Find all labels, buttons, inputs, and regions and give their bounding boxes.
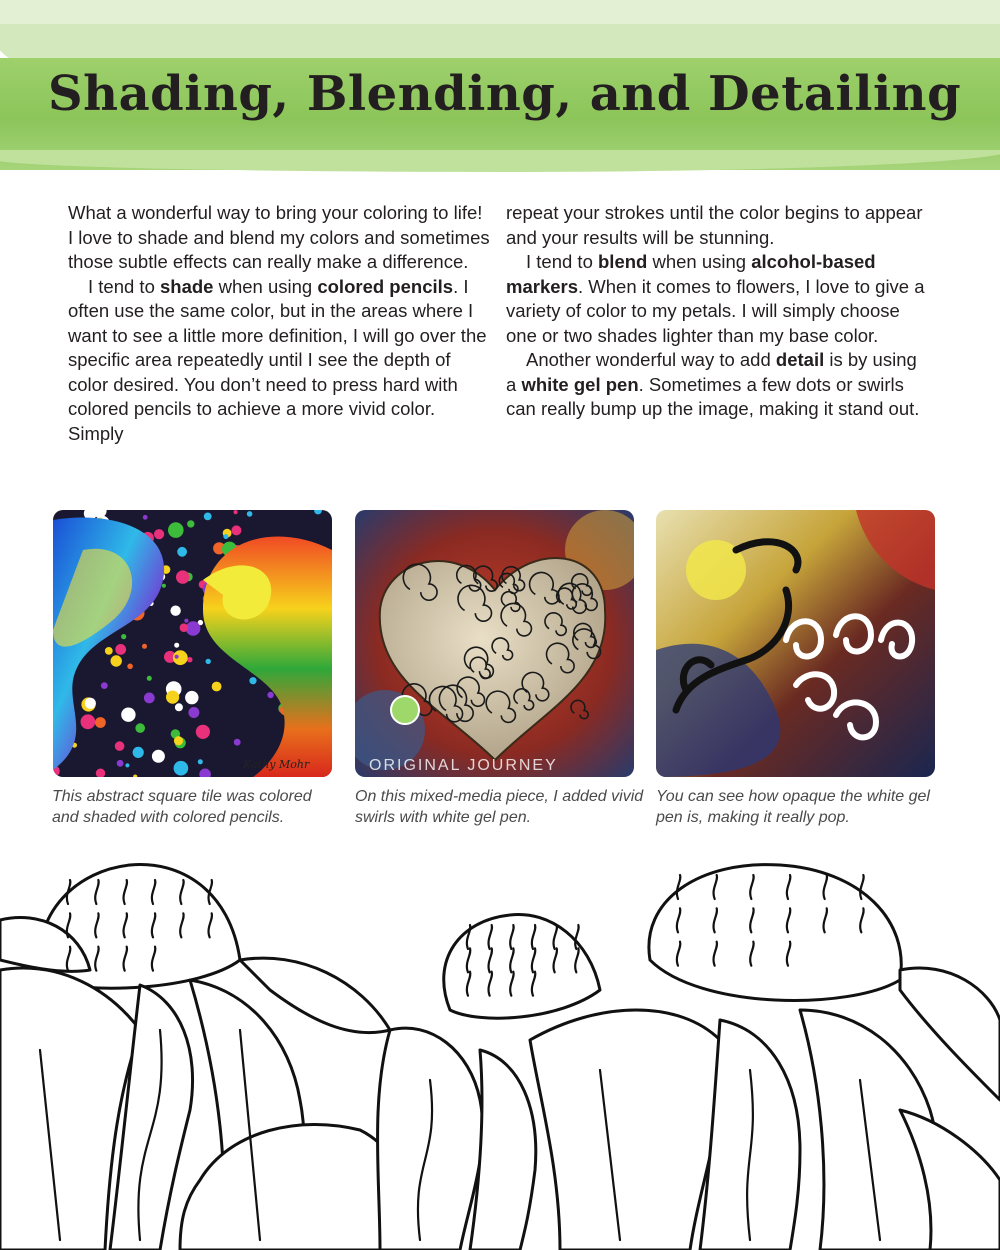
continued-paragraph: repeat your strokes until the color begins to appear and your results will be stunning. [506, 202, 923, 248]
detail-paragraph: Another wonderful way to add detail is by using a white gel pen. Sometimes a few dots or swirls can really bump up the image, making it stand out. [506, 349, 920, 419]
mixed-media-heart-photo [355, 510, 634, 777]
abstract-tile-photo [53, 510, 332, 777]
intro-paragraph: What a wonderful way to bring your coloring to life! I love to shade and blend my colors and sometimes those subtle effects can really make a difference. [68, 202, 490, 272]
coneflower-line-art [0, 850, 1000, 1250]
gel-pen-caption: You can see how opaque the white gel pen is, making it really pop. [656, 788, 930, 826]
abstract-tile-caption: This abstract square tile was colored and shaded with colored pencils. [52, 788, 312, 826]
mixed-media-caption: On this mixed-media piece, I added vivid swirls with white gel pen. [355, 788, 644, 826]
left-text-column [68, 201, 492, 446]
white-gel-pen-term: white gel pen [521, 373, 639, 395]
colored-pencils-term: colored pencils [317, 275, 454, 297]
alcohol-markers-term: alcohol-based markers [506, 251, 876, 297]
right-text-column [506, 201, 930, 422]
blend-paragraph: I tend to blend when using alcohol-based markers. When it comes to flowers, I love to give a variety of color to my petals. I will simply choose one or two shades lighter than my base color. [506, 251, 925, 346]
page-title: Shading, Blending, and Detailing [48, 66, 962, 122]
blend-term: blend [598, 251, 648, 272]
svg-text:Kathy Mohr: Kathy Mohr [243, 758, 310, 771]
svg-text:ORIGINAL JOURNEY: ORIGINAL JOURNEY [369, 757, 558, 774]
title-banner [0, 0, 1000, 190]
shade-term: shade [160, 275, 214, 297]
gel-pen-closeup-photo [656, 510, 935, 777]
shade-paragraph: I tend to shade when using colored pencils. I often use the same color, but in the areas where I want to see a little more definition, I will go over the specific area repeatedly until I see the depth of color desired. You don’t need to press hard with colored pencils to achieve a more vivid color. Simply [68, 275, 487, 444]
detail-term: detail [775, 349, 825, 370]
